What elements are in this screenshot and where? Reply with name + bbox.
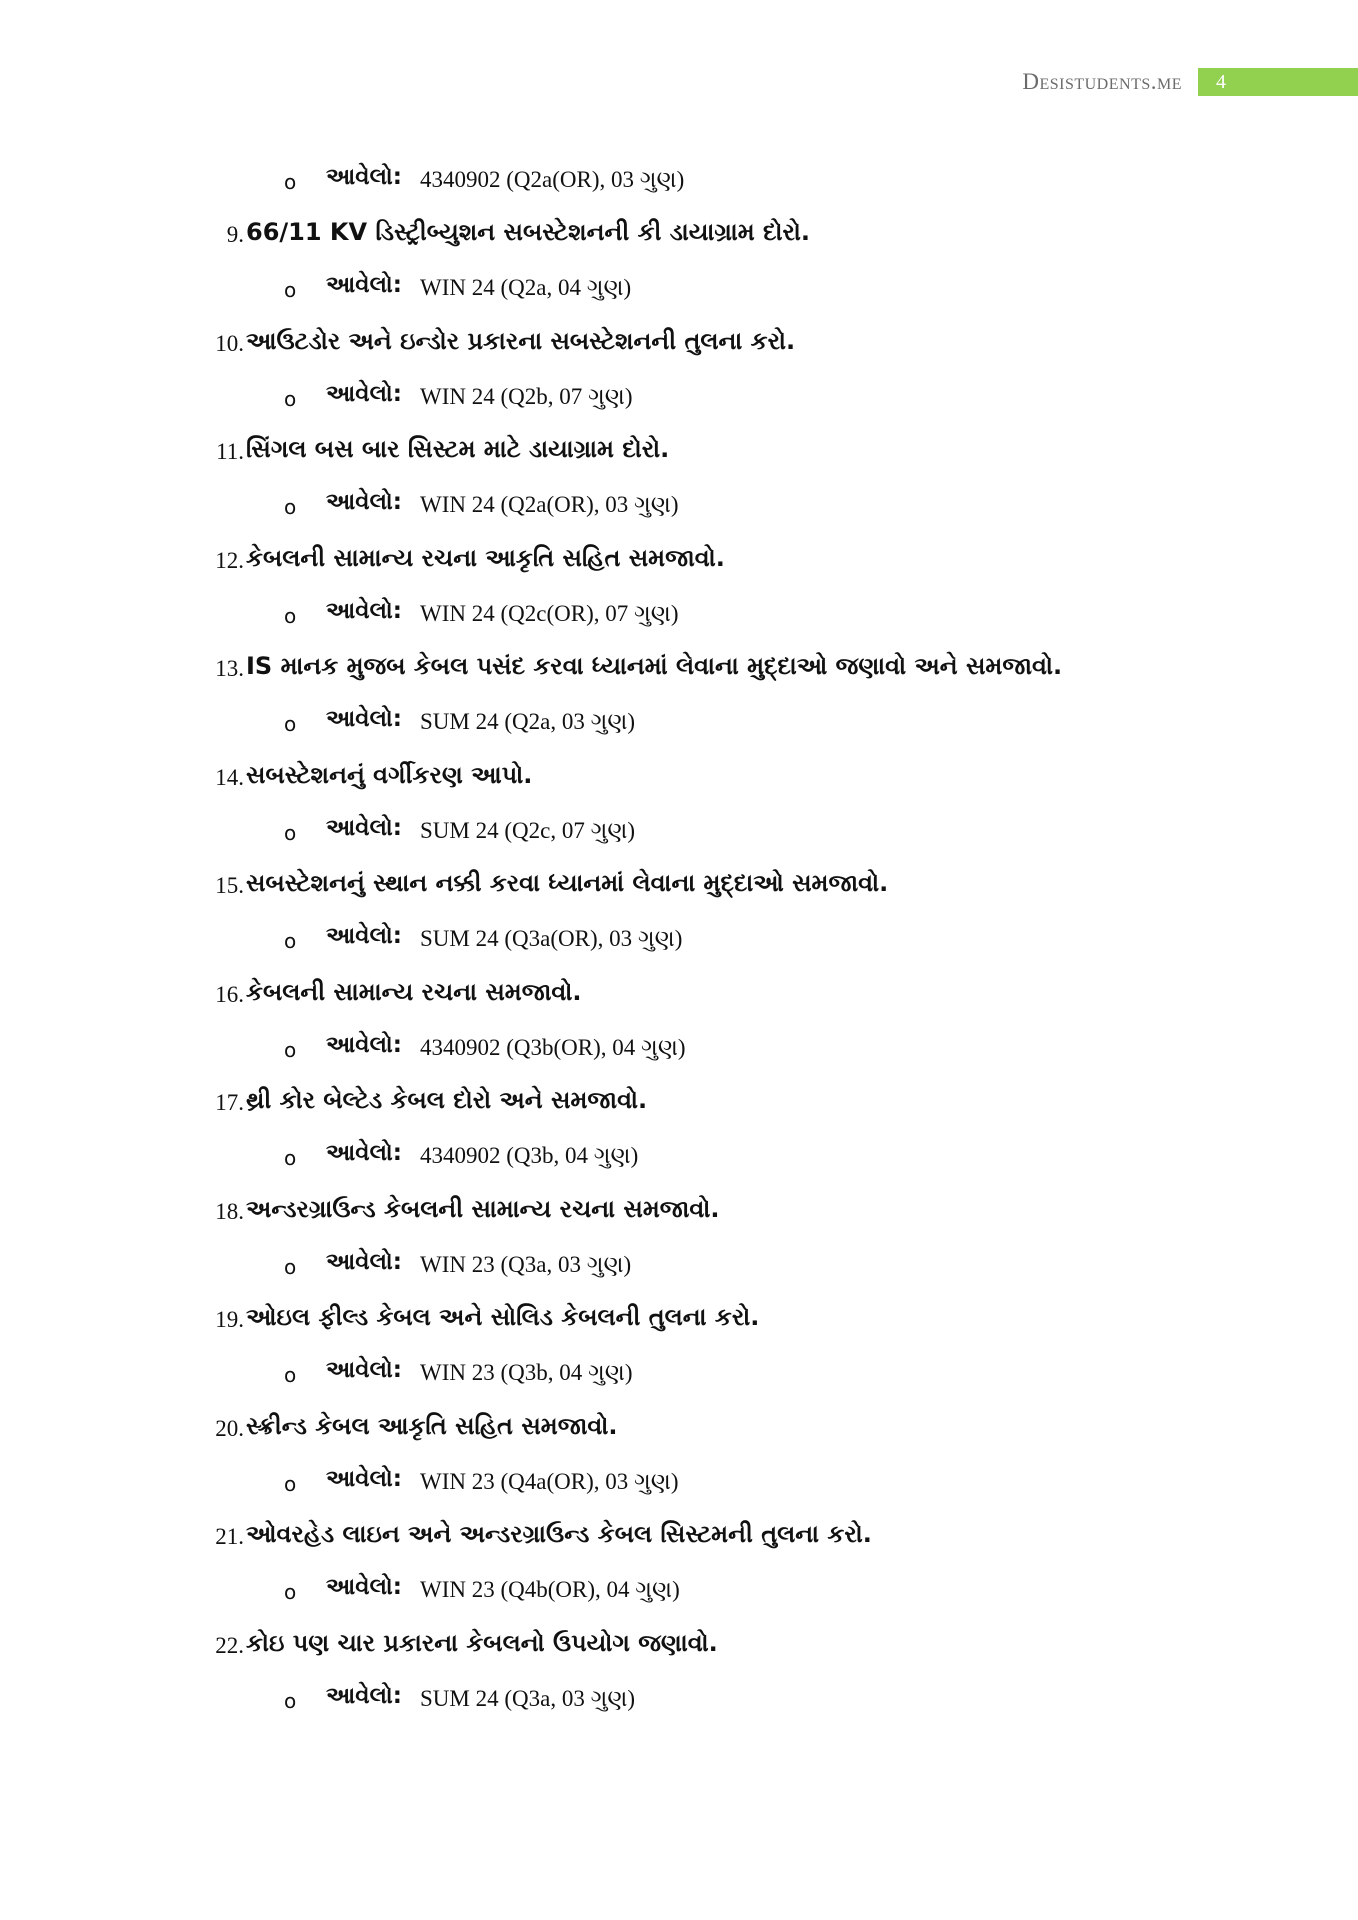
question-text: થ્રી કોર બેલ્ટેડ કેબલ દોરો અને સમજાવો. — [246, 1086, 648, 1114]
question-text: સબસ્ટેશનનું સ્થાન નક્કી કરવા ધ્યાનમાં લેવાના મુદ્દાઓ સમજાવો. — [246, 869, 889, 897]
source-label: આવેલો: — [326, 1574, 402, 1600]
source-value: SUM 24 (Q2a, 03 ગુણ) — [420, 709, 636, 734]
question-number: 13. — [215, 656, 244, 681]
source-value: 4340902 (Q3b(OR), 04 ગુણ) — [420, 1034, 686, 1060]
source-value: WIN 24 (Q2b, 07 ગુણ) — [420, 383, 633, 409]
bullet-icon: o — [284, 603, 297, 628]
bullet-icon: o — [284, 386, 297, 411]
source-label: આવેલો: — [326, 1357, 402, 1383]
bullet-icon: o — [284, 1688, 297, 1713]
question-number: 14. — [215, 764, 244, 790]
source-value: SUM 24 (Q2c, 07 ગુણ) — [420, 817, 636, 843]
question-row — [0, 540, 1358, 580]
question-row — [0, 214, 1358, 254]
source-label: આવેલો: — [326, 923, 402, 949]
bullet-icon: o — [284, 495, 297, 519]
question-text: IS માનક મુજબ કેબલ પસંદ કરવા ધ્યાનમાં લેવાના મુદ્દાઓ જણાવો અને સમજાવો. — [246, 652, 1063, 680]
question-row — [0, 1191, 1358, 1231]
question-number: 21. — [215, 1524, 244, 1549]
source-label: આવેલો: — [326, 1140, 402, 1166]
source-label: આવેલો: — [326, 489, 402, 515]
source-label: આવેલો: — [326, 272, 402, 298]
source-row — [0, 377, 1358, 417]
source-label: આવેલો: — [326, 164, 402, 190]
question-row — [0, 1516, 1358, 1556]
question-number: 22. — [215, 1632, 244, 1658]
question-number: 20. — [215, 1415, 244, 1441]
question-number: 11. — [216, 439, 244, 464]
source-value: WIN 24 (Q2c(OR), 07 ગુણ) — [420, 600, 679, 626]
source-value: SUM 24 (Q3a, 03 ગુણ) — [420, 1685, 636, 1711]
question-text: કેબલની સામાન્ય રચના સમજાવો. — [246, 977, 582, 1006]
source-value: WIN 23 (Q3a, 03 ગુણ) — [420, 1251, 632, 1277]
bullet-icon: o — [284, 1580, 297, 1604]
question-text: કેબલની સામાન્ય રચના આકૃતિ સહિત સમજાવો. — [246, 543, 725, 572]
bullet-icon: o — [284, 278, 297, 302]
bullet-icon: o — [284, 712, 297, 736]
page-header — [1022, 68, 1358, 96]
question-text: સબસ્ટેશનનું વર્ગીકરણ આપો. — [246, 760, 533, 789]
question-row — [0, 431, 1358, 471]
bullet-icon: o — [284, 1471, 297, 1496]
source-row — [0, 1679, 1358, 1719]
question-number: 19. — [215, 1307, 244, 1332]
source-value: SUM 24 (Q3a(OR), 03 ગુણ) — [420, 926, 683, 951]
source-row — [0, 1353, 1358, 1393]
source-value: WIN 24 (Q2a, 04 ગુણ) — [420, 275, 632, 300]
source-value: 4340902 (Q3b, 04 ગુણ) — [420, 1143, 639, 1168]
bullet-icon: o — [284, 820, 297, 845]
source-value: 4340902 (Q2a(OR), 03 ગુણ) — [420, 167, 685, 192]
source-row — [0, 1136, 1358, 1176]
question-number: 15. — [215, 873, 244, 898]
page-number: 4 — [1198, 68, 1358, 96]
question-row — [0, 1299, 1358, 1339]
question-number: 17. — [215, 1090, 244, 1115]
question-text: સ્ક્રીન્ડ કેબલ આકૃતિ સહિત સમજાવો. — [246, 1411, 618, 1440]
source-label: આવેલો: — [326, 814, 402, 841]
source-row — [0, 485, 1358, 525]
question-row — [0, 648, 1358, 688]
question-row — [0, 1408, 1358, 1448]
question-text: 66/11 KV ડિસ્ટ્રીબ્યુશન સબસ્ટેશનની કી ડાયાગ્રામ દોરો. — [246, 218, 810, 246]
source-value: WIN 24 (Q2a(OR), 03 ગુણ) — [420, 492, 679, 517]
question-text: ઓઇલ ફીલ્ડ કેબલ અને સોલિડ કેબલની તુલના કરો. — [246, 1303, 760, 1331]
question-row — [0, 974, 1358, 1014]
question-number: 18. — [215, 1198, 244, 1224]
source-label: આવેલો: — [326, 1682, 402, 1709]
source-row — [0, 160, 1358, 200]
source-row — [0, 702, 1358, 742]
source-label: આવેલો: — [326, 1031, 402, 1058]
source-row — [0, 919, 1358, 959]
bullet-icon: o — [284, 929, 297, 953]
source-value: WIN 23 (Q4a(OR), 03 ગુણ) — [420, 1468, 679, 1494]
source-label: આવેલો: — [326, 1465, 402, 1492]
source-label: આવેલો: — [326, 706, 402, 732]
question-number: 16. — [215, 981, 244, 1007]
bullet-icon: o — [284, 1146, 297, 1170]
question-text: કોઇ પણ ચાર પ્રકારના કેબલનો ઉપયોગ જણાવો. — [246, 1628, 718, 1657]
bullet-icon: o — [284, 170, 297, 194]
question-row — [0, 757, 1358, 797]
source-label: આવેલો: — [326, 1248, 402, 1275]
question-text: આઉટડોર અને ઇન્ડોર પ્રકારના સબસ્ટેશનની તુલના કરો. — [246, 326, 796, 355]
source-row — [0, 1570, 1358, 1610]
question-text: ઓવરહેડ લાઇન અને અન્ડરગ્રાઉન્ડ કેબલ સિસ્ટમની તુલના કરો. — [246, 1520, 872, 1548]
source-row — [0, 1028, 1358, 1068]
question-number: 9. — [226, 222, 244, 247]
question-text: સિંગલ બસ બાર સિસ્ટમ માટે ડાયાગ્રામ દોરો. — [246, 435, 670, 463]
source-label: આવેલો: — [326, 597, 402, 624]
question-row — [0, 1625, 1358, 1665]
source-row — [0, 811, 1358, 851]
source-value: WIN 23 (Q3b, 04 ગુણ) — [420, 1360, 633, 1385]
question-row — [0, 865, 1358, 905]
source-row — [0, 268, 1358, 308]
bullet-icon: o — [284, 1037, 297, 1062]
bullet-icon: o — [284, 1363, 297, 1387]
source-row — [0, 594, 1358, 634]
question-row — [0, 1082, 1358, 1122]
source-label: આવેલો: — [326, 380, 402, 407]
question-number: 12. — [215, 547, 244, 573]
question-row — [0, 323, 1358, 363]
question-text: અન્ડરગ્રાઉન્ડ કેબલની સામાન્ય રચના સમજાવો. — [246, 1194, 720, 1223]
question-number: 10. — [215, 330, 244, 356]
source-row — [0, 1462, 1358, 1502]
site-name: Desistudents.me — [1022, 69, 1182, 94]
source-row — [0, 1245, 1358, 1285]
bullet-icon: o — [284, 1254, 297, 1279]
source-value: WIN 23 (Q4b(OR), 04 ગુણ) — [420, 1577, 680, 1602]
